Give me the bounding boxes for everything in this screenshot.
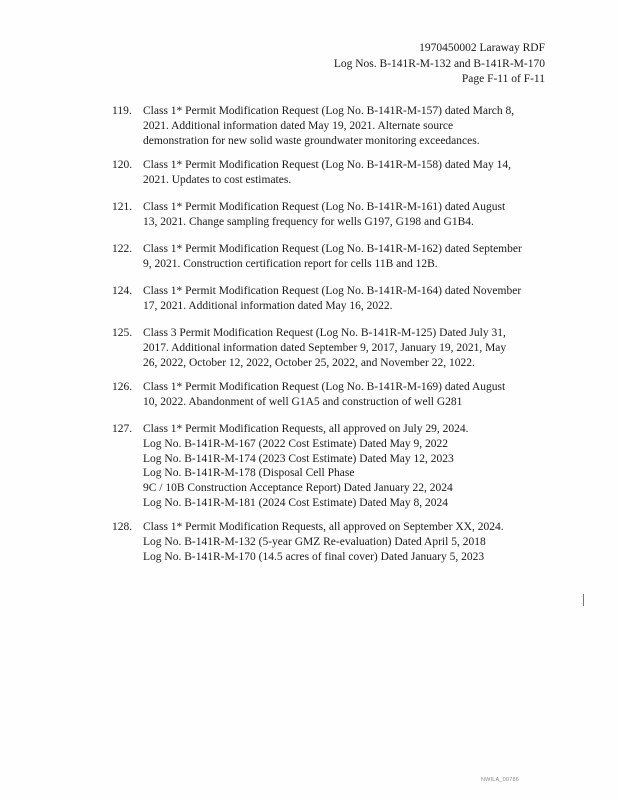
- list-item: [112, 200, 552, 230]
- item-line: 26, 2022, October 12, 2022, October 25, 2022, and November 22, 1022.: [143, 356, 475, 369]
- header-log-numbers: Log Nos. B-141R-M-132 and B-141R-M-170: [333, 57, 545, 70]
- item-line: Log No. B-141R-M-178 (Disposal Cell Phase: [143, 467, 355, 480]
- item-number: 121.: [112, 201, 133, 213]
- item-line: Class 1* Permit Modification Request (Log No. B-141R-M-157) dated March 8,: [143, 105, 515, 117]
- list-item: [112, 104, 552, 148]
- item-line: Log No. B-141R-M-181 (2024 Cost Estimate) Dated May 8, 2024: [143, 496, 449, 509]
- margin-mark: [583, 594, 584, 606]
- list-item: [112, 520, 552, 564]
- item-line: Log No. B-141R-M-170 (14.5 acres of final cover) Dated January 5, 2023: [143, 550, 485, 563]
- item-text: [143, 242, 552, 272]
- item-text: [143, 422, 552, 511]
- item-number: 126.: [112, 381, 133, 393]
- item-line: 10, 2022. Abandonment of well G1A5 and construction of well G281: [143, 395, 463, 408]
- bates-stamp: NWILA_00786: [481, 777, 519, 783]
- item-line: Class 1* Permit Modification Requests, all approved on September XX, 2024.: [143, 521, 504, 533]
- item-line: 13, 2021. Change sampling frequency for wells G197, G198 and G1B4.: [143, 215, 474, 228]
- page-header: [334, 41, 545, 88]
- item-text: [143, 520, 552, 564]
- item-line: Log No. B-141R-M-167 (2022 Cost Estimate) Dated May 9, 2022: [143, 437, 449, 450]
- item-line: 2021. Additional information dated May 19, 2021. Alternate source: [143, 119, 454, 132]
- item-text: [143, 104, 552, 148]
- item-number: 125.: [112, 327, 133, 339]
- item-line: 9, 2021. Construction certification report for cells 11B and 12B.: [143, 257, 438, 270]
- list-item: [112, 158, 552, 188]
- item-line: Class 1* Permit Modification Requests, all approved on July 29, 2024.: [143, 423, 469, 435]
- item-line: Class 3 Permit Modification Request (Log No. B-141R-M-125) Dated July 31,: [143, 327, 506, 339]
- item-line: 2021. Updates to cost estimates.: [143, 173, 292, 186]
- header-page-number: Page F-11 of F-11: [461, 73, 545, 85]
- item-number: 127.: [112, 423, 133, 435]
- item-line: 17, 2021. Additional information dated May 16, 2022.: [143, 299, 393, 312]
- item-number: 124.: [112, 285, 133, 297]
- item-line: Class 1* Permit Modification Request (Log No. B-141R-M-169) dated August: [143, 381, 506, 393]
- item-line: Class 1* Permit Modification Request (Log No. B-141R-M-162) dated September: [143, 243, 522, 255]
- item-line: 2017. Additional information dated September 9, 2017, January 19, 2021, May: [143, 341, 507, 354]
- item-line: Log No. B-141R-M-174 (2023 Cost Estimate) Dated May 12, 2023: [143, 452, 454, 465]
- item-text: [143, 380, 552, 410]
- item-line: Log No. B-141R-M-132 (5-year GMZ Re-evaluation) Dated April 5, 2018: [143, 535, 486, 548]
- list-item: [112, 422, 552, 511]
- item-text: [143, 158, 552, 188]
- item-text: [143, 326, 552, 370]
- item-number: 122.: [112, 243, 133, 255]
- list-item: [112, 284, 552, 314]
- header-facility-id: 1970450002 Laraway RDF: [419, 42, 545, 54]
- item-number: 119.: [112, 105, 132, 117]
- item-number: 128.: [112, 521, 133, 533]
- item-line: Class 1* Permit Modification Request (Log No. B-141R-M-158) dated May 14,: [143, 159, 511, 171]
- item-line: Class 1* Permit Modification Request (Log No. B-141R-M-161) dated August: [143, 201, 506, 213]
- item-line: demonstration for new solid waste groundwater monitoring exceedances.: [143, 134, 480, 147]
- item-number: 120.: [112, 159, 133, 171]
- list-item: [112, 380, 552, 410]
- item-text: [143, 200, 552, 230]
- item-line: Class 1* Permit Modification Request (Log No. B-141R-M-164) dated November: [143, 285, 522, 297]
- list-item: [112, 242, 552, 272]
- item-line: 9C / 10B Construction Acceptance Report) Dated January 22, 2024: [143, 482, 453, 495]
- list-item: [112, 326, 552, 370]
- item-text: [143, 284, 552, 314]
